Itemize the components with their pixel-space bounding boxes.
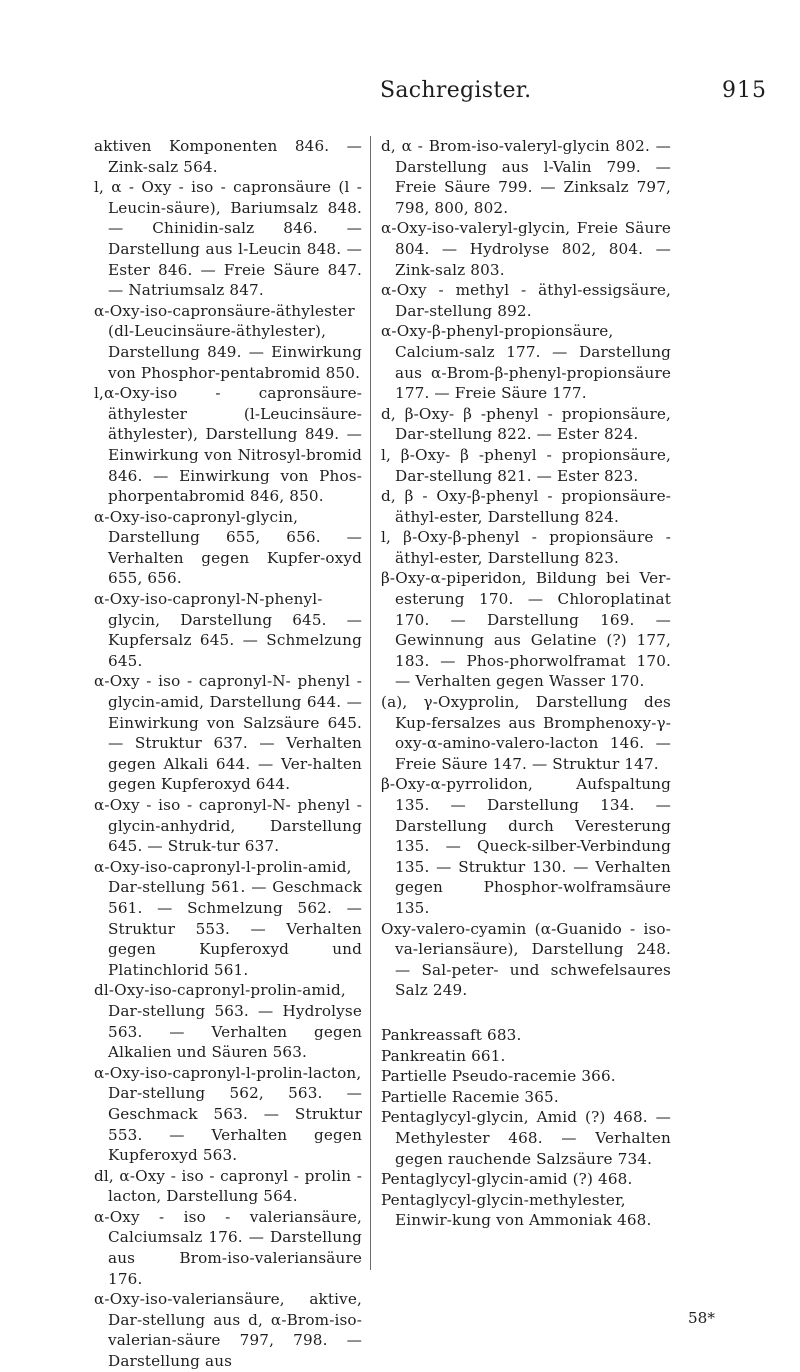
index-entry: dl, α-Oxy - iso - capronyl - prolin - lacton, Darstellung 564. [94,1166,362,1206]
index-entry: α-Oxy-iso-capronyl-l-prolin-amid, Dar-stellung 561. — Geschmack 561. — Schmelzung 562. — Struktur 553. — Verhalten gegen Kupferoxyd und Platinchlorid 561. [94,857,362,979]
index-entry: dl-Oxy-iso-capronyl-prolin-amid, Dar-stellung 563. — Hydrolyse 563. — Verhalten gegen Alkalien und Säuren 563. [94,981,362,1062]
index-entry: α-Oxy - iso - valeriansäure, Calciumsalz 176. — Darstellung aus Brom-iso-valeriansäure 176. [94,1207,362,1288]
index-entry: α-Oxy - methyl - äthyl-essigsäure, Dar-stellung 892. [381,281,671,320]
index-entry: (a), γ-Oxyprolin, Darstellung des Kup-fersalzes aus Bromphenoxy-γ-oxy-α-amino-valero-lacton 146. — Freie Säure 147. — Struktur 147. [381,693,671,773]
index-entry: α-Oxy-iso-capronyl-l-prolin-lacton, Dar-stellung 562, 563. — Geschmack 563. — Struktur 553. — Verhalten gegen Kupferoxyd 563. [94,1063,362,1165]
index-entry: l,α-Oxy-iso - capronsäure-äthylester (l-Leucinsäure-äthylester), Darstellung 849. — Einwirkung von Nitrosyl-bromid 846. — Einwirkung von Phos-phorpentabromid 846, 850. [94,384,362,506]
index-entry: l, β-Oxy- β -phenyl - propionsäure, Dar-stellung 821. — Ester 823. [381,445,671,485]
signature-mark: 58* [688,1309,715,1327]
index-entry: β-Oxy-α-piperidon, Bildung bei Ver-esterung 170. — Chloroplatinat 170. — Darstellung 169. — Gewinnung aus Gelatine (?) 177, 183. — Phos-phorwolframat 170. — Verhalten gegen Wasser 170. [381,569,671,691]
index-entry: Oxy-valero-cyamin (α-Guanido - iso-va-leriansäure), Darstellung 248. — Sal-peter- und schwefelsaures Salz 249. [381,919,671,1000]
index-entry: l, α - Oxy - iso - capronsäure (l - Leucin-säure), Bariumsalz 848. — Chinidin-salz 846. — Darstellung aus l-Leucin 848. — Ester 846. — Freie Säure 847. — Natriumsalz 847. [94,178,362,300]
index-entry: d, α - Brom-iso-valeryl-glycin 802. — Darstellung aus l-Valin 799. — Freie Säure 799. — Zinksalz 797, 798, 800, 802. [381,137,671,217]
index-entry: α-Oxy-iso-capronyl-glycin, Darstellung 655, 656. — Verhalten gegen Kupfer-oxyd 655, 656. [94,507,362,588]
index-entry: Pentaglycyl-glycin-amid (?) 468. [381,1170,633,1189]
page-header [0,78,800,108]
index-entry: β-Oxy-α-pyrrolidon, Aufspaltung 135. — Darstellung 134. — Darstellung durch Veresterung 135. — Queck-silber-Verbindung 135. — Struktur 130. — Verhalten gegen Phosphor-wolframsäure 135. [381,775,671,917]
index-entry: Pankreatin 661. [381,1046,506,1065]
index-entry: Pentaglycyl-glycin, Amid (?) 468. — Methylester 468. — Verhalten gegen rauchende Salzsäure 734. [381,1108,671,1168]
left-column [94,136,362,1372]
index-entry: α-Oxy-iso-capronyl-N-phenyl-glycin, Darstellung 645. — Kupfersalz 645. — Schmelzung 645. [94,590,362,670]
right-column [381,136,671,1231]
index-entry: Pentaglycyl-glycin-methylester, Einwir-kung von Ammoniak 468. [381,1190,652,1230]
column-divider [370,136,371,1270]
index-entry: α-Oxy-β-phenyl-propionsäure, Calcium-salz 177. — Darstellung aus α-Brom-β-phenyl-propionsäure 177. — Freie Säure 177. [381,322,671,403]
index-entry: Pankreassaft 683. [381,1025,522,1044]
index-entry: α-Oxy-iso-valeryl-glycin, Freie Säure 804. — Hydrolyse 802, 804. — Zink-salz 803. [381,219,671,279]
index-entry: α-Oxy-iso-capronsäure-äthylester (dl-Leucinsäure-äthylester), Darstellung 849. — Einwirkung von Phosphor-pentabromid 850. [94,301,362,382]
index-entry: d, β - Oxy-β-phenyl - propionsäure-äthyl-ester, Darstellung 824. [381,487,671,526]
index-entry: α-Oxy - iso - capronyl-N- phenyl - glycin-anhydrid, Darstellung 645. — Struk-tur 637. [94,796,362,856]
index-entry: Partielle Racemie 365. [381,1087,559,1106]
index-entry: Partielle Pseudo-racemie 366. [381,1067,616,1086]
index-entry: d, β-Oxy- β -phenyl - propionsäure, Dar-stellung 822. — Ester 824. [381,404,671,444]
page-number: 915 [722,78,767,103]
index-entry: l, β-Oxy-β-phenyl - propionsäure - äthyl-ester, Darstellung 823. [381,528,671,567]
index-entry: α-Oxy - iso - capronyl-N- phenyl - glycin-amid, Darstellung 644. — Einwirkung von Salzsäure 645. — Struktur 637. — Verhalten gegen Alkali 644. — Ver-halten gegen Kupferoxyd 644. [94,672,362,794]
index-entry: aktiven Komponenten 846. — Zink-salz 564. [94,137,362,176]
index-entry: α-Oxy-iso-valeriansäure, aktive, Dar-stellung aus d, α-Brom-iso-valerian-säure 797, 798. — Darstellung aus [94,1290,362,1371]
section-gap [381,1001,671,1025]
running-title: Sachregister. [380,78,532,103]
